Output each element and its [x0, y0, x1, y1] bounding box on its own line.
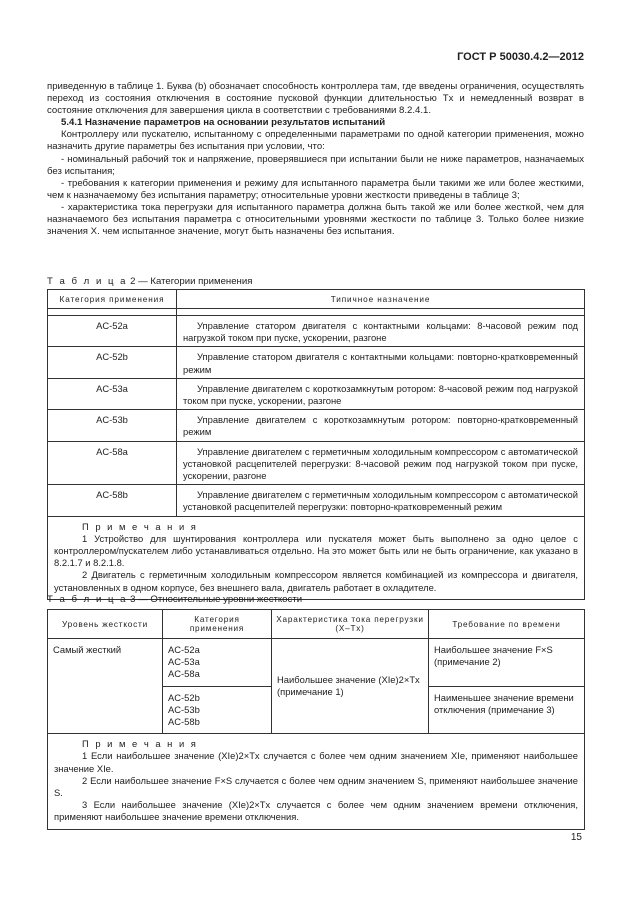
column-header: Уровень жесткости: [48, 610, 163, 639]
table2-notes: П р и м е ч а н и я 1 Устройство для шунтирования контроллера или пускателя может быть выполнено за одно целое с контроллером/пускателем либо устанавливаться отдельно. На это может быть или не быть ограничение, как указано в 8.2.1.7 и 8.2.1.8. 2 Двигатель с герметичным холодильным компрессором является комбинацией из компрессора и двигателя, установленных в одном корпусе, без внешнего вала, двигатель работает в охладителе.: [48, 516, 585, 599]
column-header: Типичное назначение: [177, 290, 585, 309]
table-row: AC-52a Управление статором двигателя с контактными кольцами: 8-часовой режим под нагрузкой током при пуске, ускорении, разгоне: [48, 316, 585, 347]
table3-notes: П р и м е ч а н и я 1 Если наибольшее значение (XIe)2×Tx случается с более чем одним значением XIe, применяют наибольшее значение XIe. 2 Если наибольшее значение F×S случается с более чем одним значением S, применяют наибольшее значение S. 3 Если наибольшее значение (XIe)2×Tx случается с более чем одним значением времени отключения, применяют наибольшее значение времени отключения.: [48, 734, 585, 829]
category-list: AC-52b AC-53b AC-58b: [163, 686, 272, 734]
section-heading: 5.4.1 Назначение параметров на основании результатов испытаний: [61, 117, 386, 129]
page-number: 15: [570, 832, 582, 843]
body-text: [47, 81, 584, 238]
conditions-paragraph: Контроллеру или пускателю, испытанному с определенными параметрами по одной категории применения, можно назначить другие параметры без испытания при условии, что:: [47, 129, 584, 153]
severity-level: Самый жесткий: [48, 639, 163, 734]
intro-paragraph: приведенную в таблице 1. Буква (b) обозначает способность контроллера там, где введены ограничения, осуществлять переход из состояния отключения в состояние пусковой функции длительностью Tx и немедленный возврат в состояние отключения для завершения цикла в соответствии с требованиями 8.2.4.1.: [47, 81, 584, 117]
column-header: Категория применения: [48, 290, 177, 309]
column-header: Требование по времени: [429, 610, 585, 639]
column-header: Характеристика тока перегрузки (X–Tx): [272, 610, 429, 639]
category-list: AC-52a AC-53a AC-58a: [163, 639, 272, 687]
condition-item: - требования к категории применения и режиму для испытанного параметра были такими же или более жесткими, чем к назначаемому без испытания параметру; относительные уровни жесткости приведены в таблице 3;: [47, 177, 584, 201]
time-requirement: Наименьшее значение времени отключения (примечание 3): [429, 686, 585, 734]
table2-caption: Т а б л и ц а 2 — Категории применения: [47, 276, 253, 287]
time-requirement: Наибольшее значение F×S (примечание 2): [429, 639, 585, 687]
application-categories-table: [47, 289, 585, 600]
condition-item: - номинальный рабочий ток и напряжение, проверявшиеся при испытании были не ниже параметров, назначаемых без испытания;: [47, 153, 584, 177]
overload-characteristic: Наибольшее значение (XIe)2×Tx (примечание 1): [272, 639, 429, 734]
table-row: AC-58a Управление двигателем с герметичным холодильным компрессором с автоматической установкой расцепителей перегрузки: 8-часовой режим под нагрузкой током при пуске, ускорении, разгоне: [48, 441, 585, 485]
standard-number: ГОСТ Р 50030.4.2—2012: [457, 51, 584, 63]
table-row: AC-58b Управление двигателем с герметичным холодильным компрессором с автоматической установкой расцепителей перегрузки: повторно-кратковременный режим: [48, 485, 585, 516]
column-header: Категория применения: [163, 610, 272, 639]
severity-levels-table: [47, 609, 585, 830]
table-row: AC-53b Управление двигателем с короткозамкнутым ротором: повторно-кратковременный режим: [48, 410, 585, 441]
table-row: AC-52b Управление статором двигателя с контактными кольцами: повторно-кратковременный режим: [48, 347, 585, 378]
condition-item: - характеристика тока перегрузки для испытанного параметра должна быть такой же или более жесткой, чем для назначаемого без испытания параметра с относительными уровнями жесткости по таблице 3. Только более низкие значения X. чем испытанное значение, могут быть назначены без испытания.: [47, 201, 584, 238]
table3-caption: Т а б л и ц а 3 — Относительные уровни жесткости: [47, 594, 303, 605]
table-row: AC-53a Управление двигателем с короткозамкнутым ротором: 8-часовой режим под нагрузкой током при пуске, ускорении, разгоне: [48, 378, 585, 409]
